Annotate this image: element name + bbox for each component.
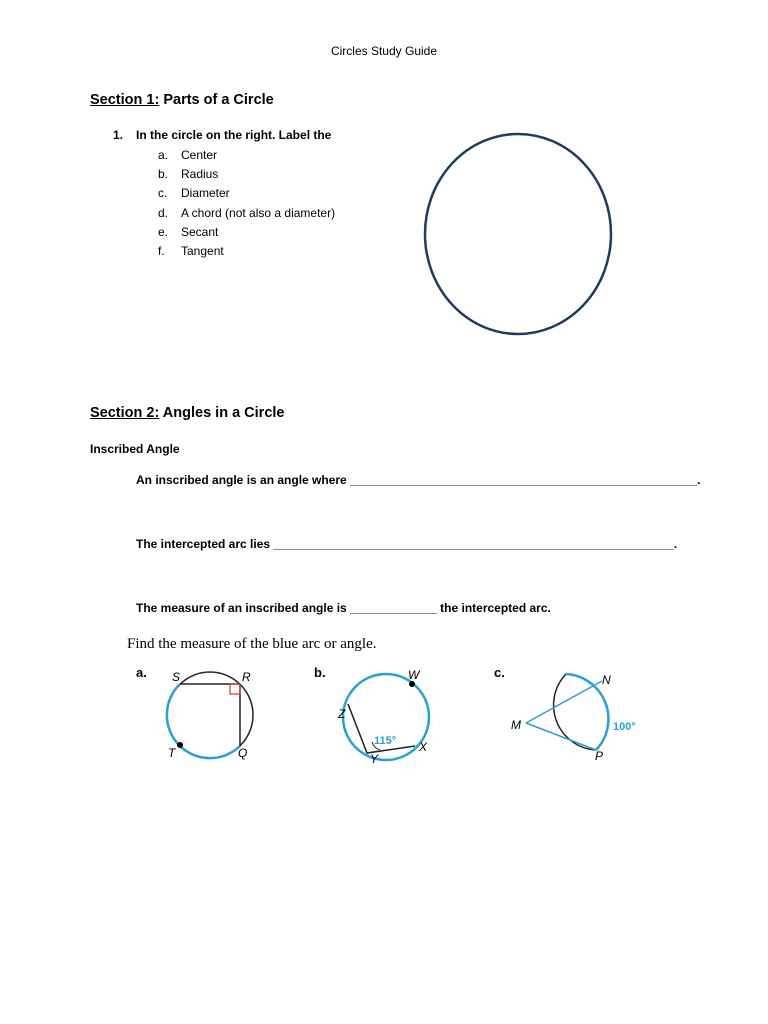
- point-label-m: M: [511, 718, 521, 732]
- figure-a: [160, 664, 270, 768]
- figure-a-letter: a.: [136, 665, 147, 680]
- item-label: Secant: [181, 225, 219, 239]
- section1-heading: [90, 92, 274, 108]
- item-label: Tangent: [181, 244, 224, 258]
- item-letter: b.: [158, 167, 169, 181]
- figure-c-letter: c.: [494, 665, 505, 680]
- chord-mp: [526, 723, 596, 750]
- item-label: A chord (not also a diameter): [181, 206, 336, 220]
- item-label: Radius: [181, 167, 219, 181]
- fill-in-line-arc: The intercepted arc lies ____________________________________________________________.: [136, 537, 678, 551]
- item-letter: f.: [158, 244, 165, 258]
- item-letter: a.: [158, 148, 169, 162]
- fill-in-line-definition: An inscribed angle is an angle where ____________________________________________________.: [136, 473, 701, 487]
- point-label-r: R: [242, 670, 251, 684]
- circle-outline: [425, 134, 611, 334]
- item-label: Diameter: [181, 186, 230, 200]
- arc-label-c: 100°: [613, 721, 636, 733]
- point-label-w: W: [408, 668, 420, 682]
- problem-prompt: Find the measure of the blue arc or angle.: [127, 636, 377, 652]
- figure-b: [334, 664, 438, 768]
- section2-number: Section 2:: [90, 405, 160, 421]
- section2-heading: [90, 405, 284, 421]
- section2-title: Angles in a Circle: [162, 405, 285, 421]
- point-label-z: Z: [338, 707, 346, 721]
- point-label-q: Q: [238, 746, 248, 760]
- chord-mn: [526, 681, 602, 723]
- document-title: Circles Study Guide: [330, 44, 438, 58]
- circle-b: [343, 674, 429, 760]
- figure-b-letter: b.: [314, 665, 326, 680]
- item-letter: c.: [158, 186, 168, 200]
- point-label-x: X: [419, 740, 428, 754]
- section1-title: Parts of a Circle: [163, 92, 274, 108]
- question-number: 1.: [113, 128, 124, 142]
- point-label-s: S: [172, 670, 181, 684]
- point-label-y: Y: [370, 752, 379, 766]
- item-label: Center: [181, 148, 218, 162]
- label-circle: [410, 128, 630, 342]
- point-label-t: T: [168, 746, 176, 760]
- angle-label-b: 115°: [374, 735, 397, 747]
- point-label-p: P: [595, 749, 604, 763]
- figure-c: [506, 664, 646, 768]
- item-letter: d.: [158, 206, 169, 220]
- section1-number: Section 1:: [90, 92, 160, 108]
- point-label-n: N: [602, 673, 611, 687]
- right-angle-mark: [230, 684, 240, 694]
- point-t-dot: [177, 742, 183, 748]
- inscribed-angle-subheading: Inscribed Angle: [90, 442, 180, 456]
- question-text: In the circle on the right. Label the: [136, 128, 332, 142]
- item-letter: e.: [158, 225, 169, 239]
- circle-c-dark-arc: [554, 674, 596, 750]
- fill-in-line-measure: The measure of an inscribed angle is _____________ the intercepted arc.: [136, 601, 551, 615]
